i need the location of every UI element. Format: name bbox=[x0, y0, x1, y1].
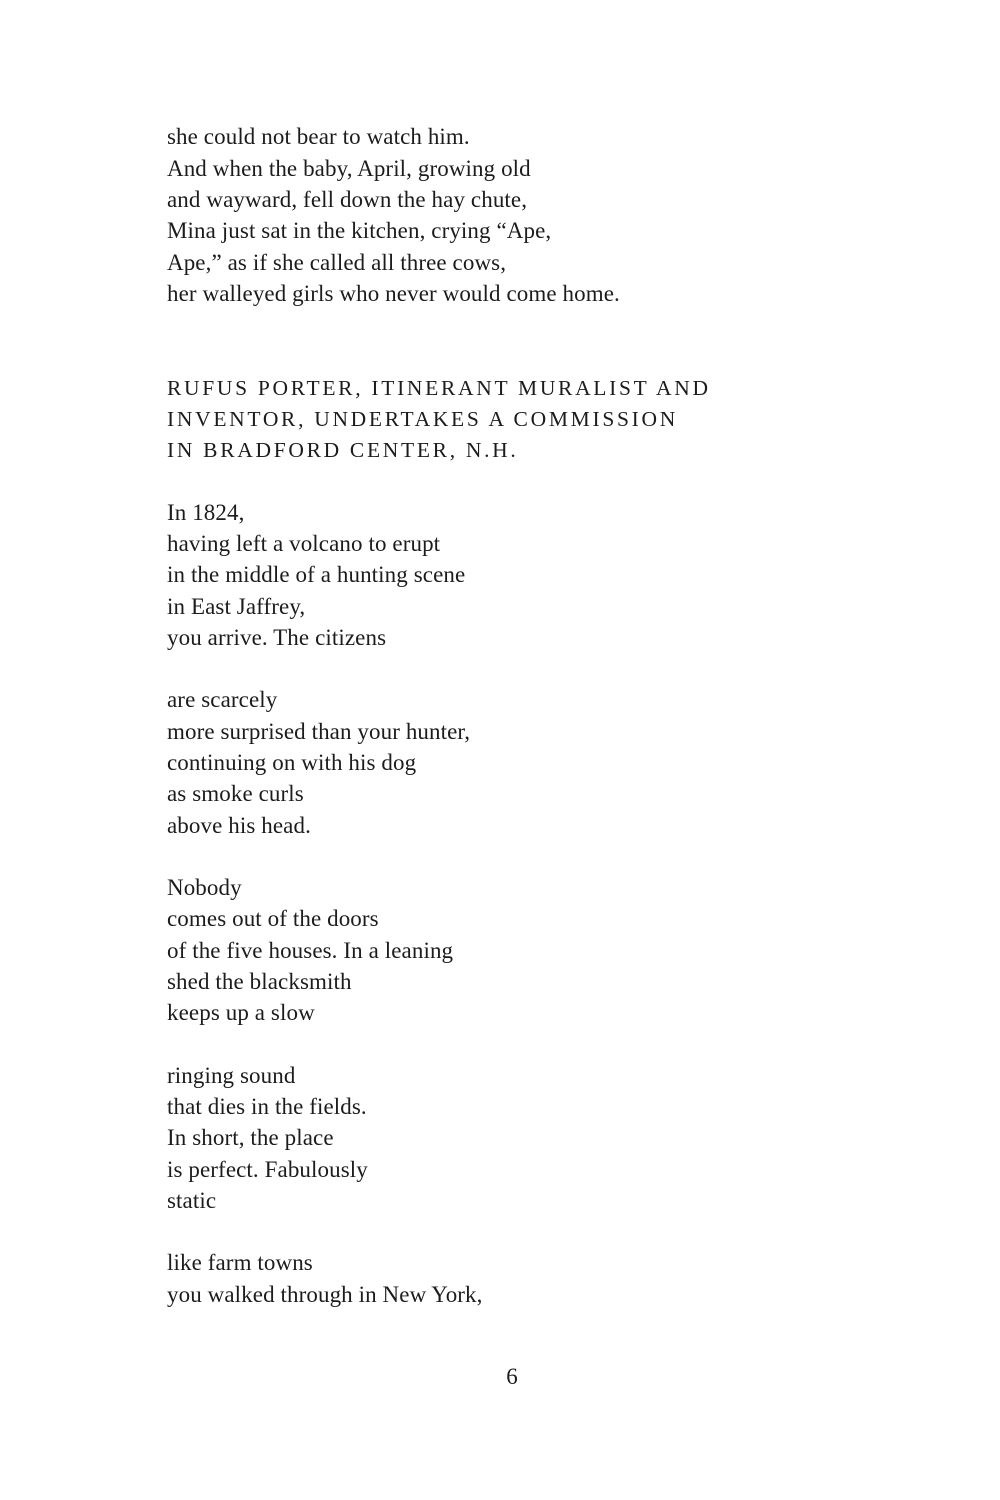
poem-line: in the middle of a hunting scene bbox=[167, 562, 466, 587]
poem-line: In 1824, bbox=[167, 500, 245, 525]
poem-line: of the five houses. In a leaning bbox=[167, 938, 454, 963]
poem-title-line: INVENTOR, UNDERTAKES A COMMISSION bbox=[167, 407, 678, 431]
poem-line: static bbox=[167, 1188, 217, 1213]
poem-line: are scarcely bbox=[167, 687, 278, 712]
poem-line: and wayward, fell down the hay chute, bbox=[167, 187, 528, 212]
page-number: 6 bbox=[506, 1364, 518, 1389]
poem-line: Ape,” as if she called all three cows, bbox=[167, 250, 507, 275]
poem-line: you walked through in New York, bbox=[167, 1282, 483, 1307]
poem-line: continuing on with his dog bbox=[167, 750, 417, 775]
poem-line: Nobody bbox=[167, 875, 242, 900]
poem-line: In short, the place bbox=[167, 1125, 334, 1150]
poem-line: like farm towns bbox=[167, 1250, 313, 1275]
poem-line: above his head. bbox=[167, 813, 311, 838]
poem-line: ringing sound bbox=[167, 1063, 296, 1088]
poem-title-line: IN BRADFORD CENTER, N.H. bbox=[167, 438, 519, 462]
poem-line: shed the blacksmith bbox=[167, 969, 352, 994]
poem-line: in East Jaffrey, bbox=[167, 594, 306, 619]
poem-line: keeps up a slow bbox=[167, 1000, 315, 1025]
poem-line: she could not bear to watch him. bbox=[167, 124, 470, 149]
poem-line: you arrive. The citizens bbox=[167, 625, 387, 650]
poem-line: is perfect. Fabulously bbox=[167, 1157, 368, 1182]
poem-line: her walleyed girls who never would come home. bbox=[167, 281, 620, 306]
poem-line: more surprised than your hunter, bbox=[167, 719, 471, 744]
poem-line: having left a volcano to erupt bbox=[167, 531, 441, 556]
poem-line: that dies in the fields. bbox=[167, 1094, 367, 1119]
poem-line: Mina just sat in the kitchen, crying “Ape, bbox=[167, 218, 552, 243]
poem-line: as smoke curls bbox=[167, 781, 304, 806]
poem-title-line: RUFUS PORTER, ITINERANT MURALIST AND bbox=[167, 376, 711, 400]
poem-line: comes out of the doors bbox=[167, 906, 379, 931]
poem-line: And when the baby, April, growing old bbox=[167, 156, 531, 181]
